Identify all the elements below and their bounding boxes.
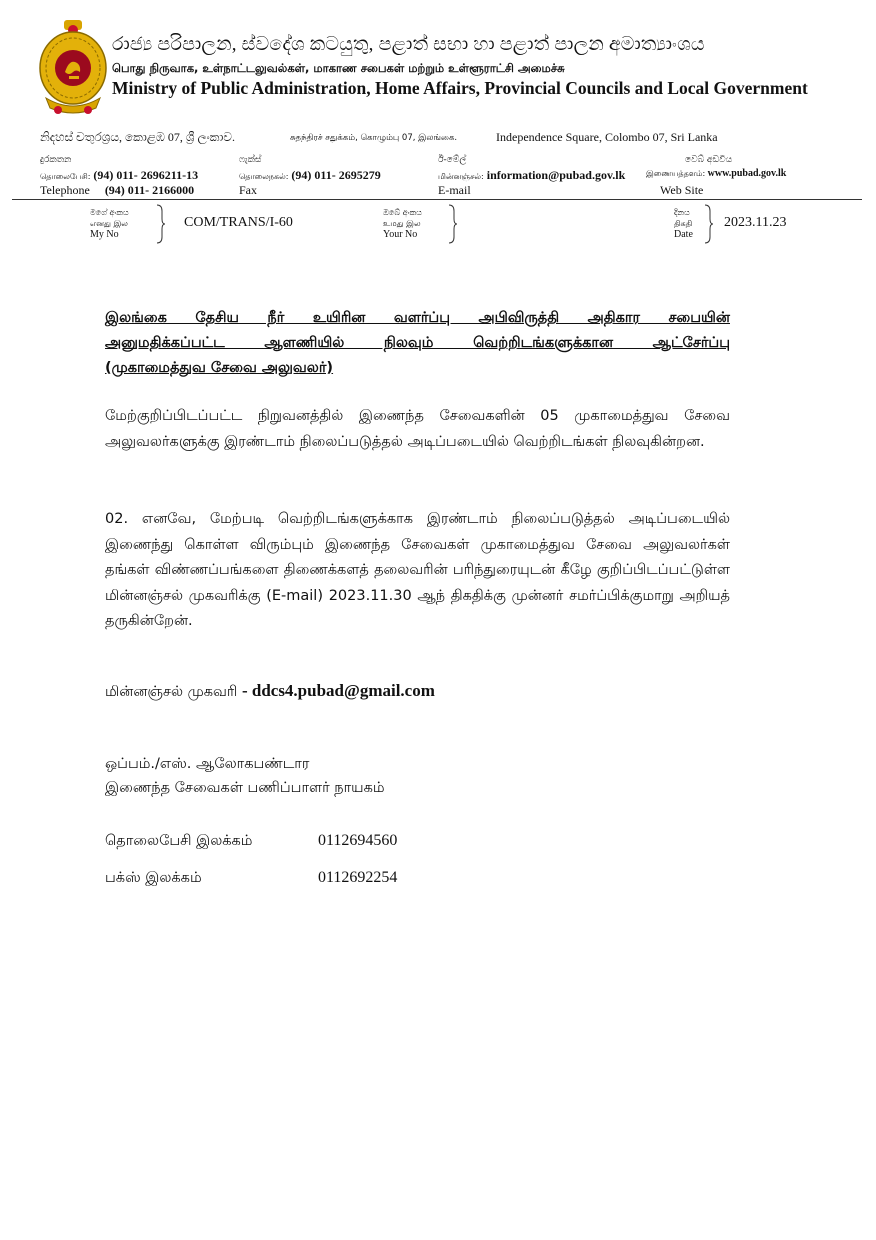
my-no-label (90, 207, 129, 240)
ministry-title-tamil: பொது நிருவாக, உள்நாட்டலுவல்கள், மாகாண சபைகள் மற்றும் உள்ளூராட்சி அமைச்சு (112, 61, 565, 75)
phone-row-label: தொலைபேசி இலக்கம் (105, 833, 253, 849)
email-label-tamil: மின்னஞ்சல்: (438, 172, 484, 181)
brace-icon (448, 204, 458, 244)
signature-name: ஒப்பம்./எஸ். ஆலோகபண்டார (105, 756, 310, 772)
address-english: Independence Square, Colombo 07, Sri Lanka (496, 130, 718, 144)
my-no-label-sinhala: මගේ අංකය (90, 208, 129, 217)
email-label-english: E-mail (438, 183, 471, 197)
fax-row-value: 0112692254 (318, 869, 398, 886)
your-no-label (383, 207, 422, 240)
ministry-title-english: Ministry of Public Administration, Home Affairs, Provincial Councils and Local Government (112, 78, 808, 98)
web-label-tamil: இணையத்தளம்: (646, 169, 706, 178)
fax-row-label: பக்ஸ் இலக்கம் (105, 870, 202, 886)
web-line (646, 168, 786, 179)
phone-line-2 (40, 183, 194, 198)
date-label (674, 207, 693, 240)
fax-row (105, 870, 730, 888)
phone-number-2: (94) 011- 2166000 (104, 183, 195, 197)
phone-label-tamil: தொலைபேசி: (40, 172, 91, 181)
address-sinhala: නිදහස් චතුරශ්‍රය, කොළඹ 07, ශ්‍රී ලංකාව. (40, 130, 235, 144)
your-no-label-tamil: உமது இல (383, 219, 421, 228)
letter-subject (105, 306, 730, 381)
your-no-label-english: Your No (383, 229, 418, 240)
my-no-value: COM/TRANS/I-60 (184, 215, 293, 230)
fax-label-tamil: தொலைநகல்: (239, 172, 289, 181)
my-no-label-english: My No (90, 229, 119, 240)
website-url[interactable]: www.pubad.gov.lk (707, 168, 787, 179)
subject-line-2: அனுமதிக்கப்பட்ட ஆளணியில் நிலவும் வெற்றிடங்களுக்கான ஆட்சேர்ப்பு (105, 335, 730, 351)
contact-email-line (105, 681, 730, 702)
phone-line-1 (40, 168, 198, 183)
web-label-sinhala: වෙබ් අඩවිය (685, 155, 733, 165)
fax-number: (94) 011- 2695279 (291, 168, 381, 182)
header-divider (12, 199, 862, 200)
subject-line-3: (முகாமைத்துவ சேவை அலுவலர்) (105, 360, 334, 376)
ministry-title-sinhala: රාජ්‍ය පරිපාලන, ස්වදේශ කටයුතු, පළාත් සභා හා පළාත් පාලන අමාත්‍යාංශය (112, 34, 705, 55)
date-value: 2023.11.23 (724, 215, 787, 230)
paragraph-2: 02. எனவே, மேற்படி வெற்றிடங்களுக்காக இரண்டாம் நிலைப்படுத்தல் அடிப்படையில் இணைந்து கொள்ள விரும்பும் இணைந்த சேவைகள் முகாமைத்துவ சேவை அலுவலர்கள் தங்கள் விண்ணப்பங்களை திணைக்களத் தலைவரின் பரிந்துரையுடன் கீழே குறிப்பிடப்பட்டுள்ள மின்னஞ்சல் முகவரிக்கு (E-mail) 2023.11.30 ஆந் திகதிக்கு முன்னர் சமர்ப்பிக்குமாறு அறியத் தருகின்றேன். (105, 511, 730, 629)
my-no-label-tamil: எனது இல (90, 219, 128, 228)
date-label-english: Date (674, 229, 693, 240)
web-label-english: Web Site (660, 183, 704, 197)
date-label-tamil: திகதி (674, 219, 693, 228)
email-line (438, 168, 625, 183)
sri-lanka-emblem-icon (38, 20, 108, 118)
date-label-sinhala: දිනය (674, 208, 690, 217)
paragraph-1: மேற்குறிப்பிடப்பட்ட நிறுவனத்தில் இணைந்த சேவைகளின் 05 முகாமைத்துவ சேவை அலுவலர்களுக்கு இரண்டாம் நிலைப்படுத்தல் அடிப்படையில் வெற்றிடங்கள் நிலவுகின்றன. (105, 408, 730, 450)
phone-row (105, 833, 730, 851)
brace-icon (704, 204, 714, 244)
phone-label-sinhala: දුරකතන (40, 155, 72, 165)
contact-email-label: மின்னஞ்சல் முகவரி (105, 684, 242, 700)
brace-icon (156, 204, 166, 244)
phone-label-english: Telephone (40, 183, 90, 197)
address-tamil: சுதந்திரச் சதுக்கம், கொழும்பு 07, இலங்கை. (290, 133, 458, 143)
contact-email-address[interactable]: - ddcs4.pubad@gmail.com (241, 681, 435, 700)
email-label-sinhala: ඊ-මේල් (438, 155, 467, 165)
subject-line-1: இலங்கை தேசிய நீர் உயிரின வளர்ப்பு அபிவிருத்தி அதிகார சபையின் (105, 310, 730, 326)
fax-label-sinhala: ෆැක්ස් (239, 155, 262, 165)
signature-title: இணைந்த சேவைகள் பணிப்பாளர் நாயகம் (105, 780, 385, 796)
fax-line (239, 168, 381, 183)
phone-row-value: 0112694560 (318, 832, 398, 849)
email-address[interactable]: information@pubad.gov.lk (486, 168, 626, 182)
fax-label-english: Fax (239, 183, 257, 197)
your-no-label-sinhala: ඔබේ අංකය (383, 208, 422, 217)
phone-number-1: (94) 011- 2696211-13 (93, 168, 199, 182)
